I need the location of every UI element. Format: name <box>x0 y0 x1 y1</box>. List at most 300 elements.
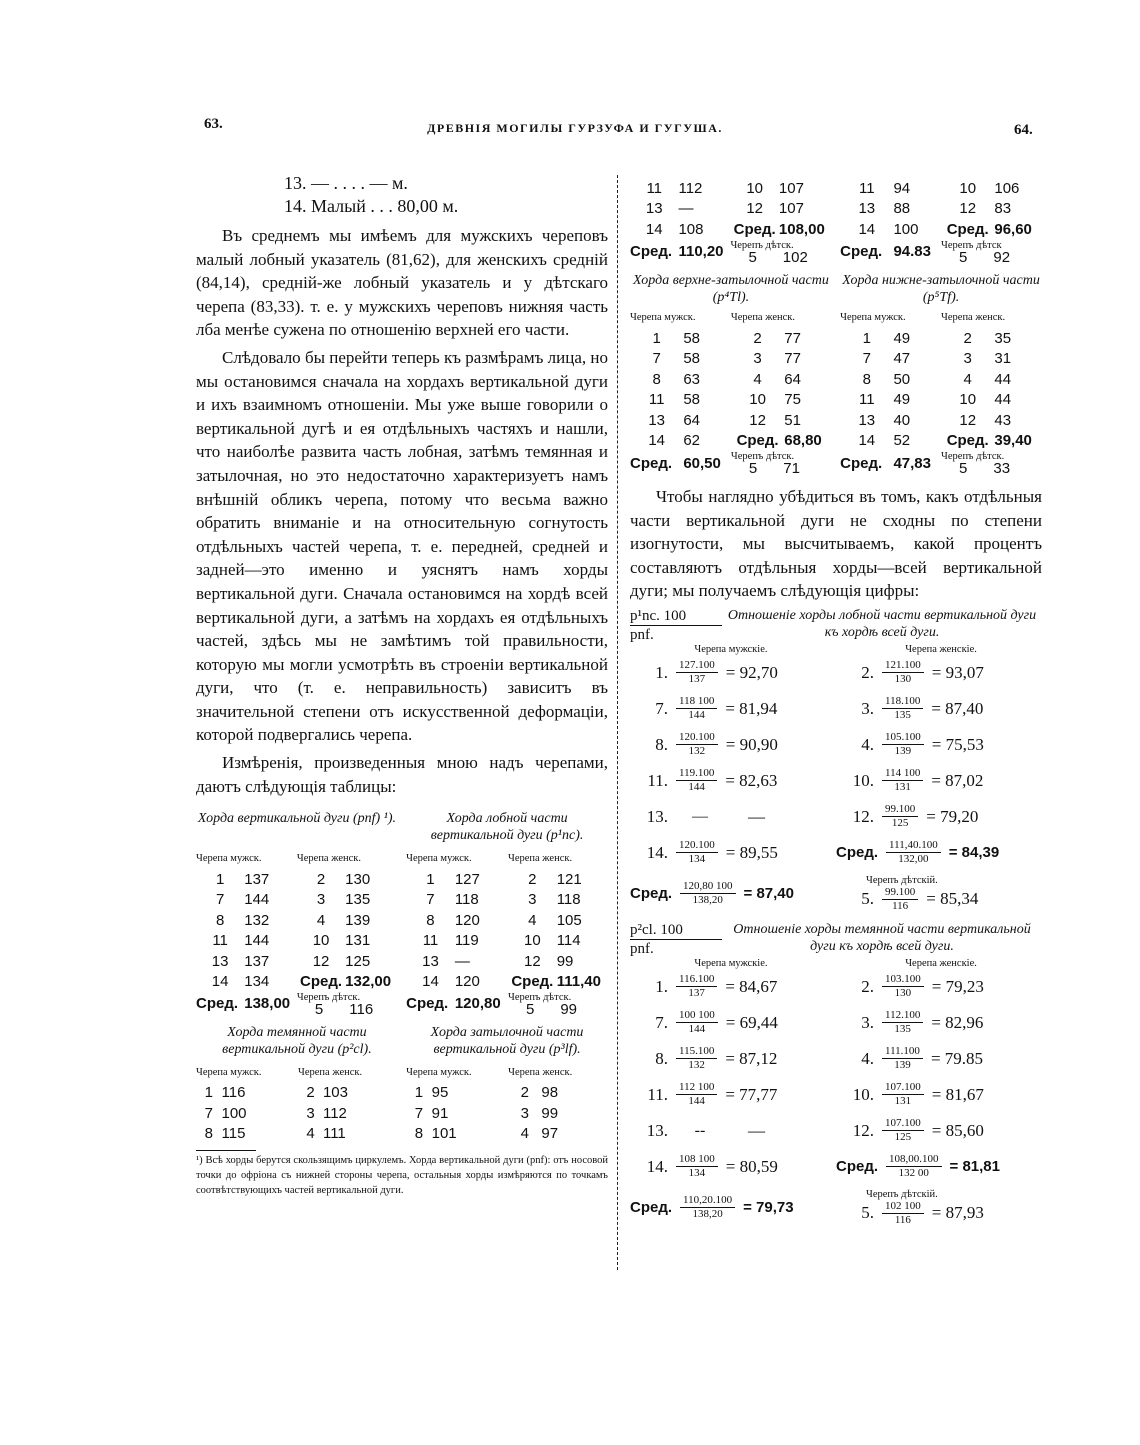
ratio-result: = 75,53 <box>931 734 984 754</box>
table-cell: 120 <box>454 973 480 990</box>
table-cell: 35 <box>994 329 1012 347</box>
table-cell: 12 <box>749 411 766 429</box>
ratio-index: 14. <box>646 1156 668 1176</box>
table-cell: 40 <box>893 411 911 429</box>
table-row <box>630 369 832 390</box>
left-column <box>196 172 608 1198</box>
table-cell: 8 <box>652 370 661 388</box>
table-cell: 114 <box>556 932 581 949</box>
ratio-result: — <box>748 1120 765 1140</box>
column-header: Черепа женскіе. <box>905 957 977 969</box>
table-cell: 8 <box>215 911 225 929</box>
table-row <box>840 328 1042 349</box>
ratio-2-body <box>630 969 1042 1231</box>
ratio-result: = 82,96 <box>931 1012 984 1032</box>
table-cell: 130 <box>345 870 371 888</box>
average-label: Сред. <box>630 243 673 260</box>
table-cell: 101 <box>431 1125 457 1142</box>
fraction-denominator: 137 <box>688 987 705 1000</box>
fraction-numerator: 110,20.100 <box>680 1194 735 1208</box>
table-cell: 112 <box>322 1104 347 1122</box>
ratio-result: = 92,70 <box>725 662 778 682</box>
ratio-index: 8. <box>655 1048 668 1068</box>
fraction-numerator: 112 100 <box>676 1081 717 1095</box>
column-header: Черепа мужск. <box>196 853 262 864</box>
child-skull-label: Черепъ дѣтск. <box>508 991 572 1003</box>
fraction-denominator: 144 <box>688 1023 706 1036</box>
fraction-denominator: 138,20 <box>692 894 723 907</box>
child-skull-values <box>941 460 1042 477</box>
ratio-cell <box>630 767 836 794</box>
ratio-result: = 81,94 <box>725 698 778 718</box>
table-cell: 99 <box>556 952 574 970</box>
table-cell: 3 <box>316 891 326 908</box>
fraction-denominator: 135 <box>894 1023 911 1036</box>
data-table <box>630 178 832 264</box>
table-cell: 10 <box>959 391 977 409</box>
table-row <box>196 930 398 951</box>
table-cell: 119 <box>454 932 479 949</box>
column-header: Черепа мужск. <box>196 1066 262 1078</box>
table-cell: 64 <box>784 370 801 388</box>
table-cell: 49 <box>893 391 911 409</box>
page-number-right: 64. <box>1014 122 1033 138</box>
column-header: Черепа женск. <box>298 1066 363 1078</box>
table-cell: 103 <box>322 1084 348 1101</box>
table-row <box>196 889 398 910</box>
ratio-cell <box>836 1081 1042 1108</box>
table-cell: 52 <box>893 432 911 450</box>
ratio-caption: Отношеніе хорды лобной части вертикальной дуги къ хордѣ всей дуги. <box>727 607 1037 640</box>
fraction-numerator: 102 100 <box>882 1200 924 1214</box>
column-header: Черепа женск. <box>941 312 1006 324</box>
column-header: Черепа мужск. <box>630 312 696 324</box>
table-cell: 14 <box>422 973 439 990</box>
ratio-cell <box>630 1045 836 1072</box>
column-header: Черепа женск. <box>508 853 573 864</box>
paragraph-ratio-intro: Чтобы наглядно убѣдиться въ томъ, какъ отдѣльныя части вертикальной дуги не сходны по степени изогнутости, мы высчитываемъ, какой процентъ составляютъ отдѣльныя хорды—всей вертикальной дуги; мы получаемъ слѣдующія цифры: <box>630 487 1042 601</box>
table-cell: 83 <box>994 200 1012 218</box>
fraction-denominator: 144 <box>688 781 705 794</box>
table-row <box>840 390 1042 411</box>
list-item-13: 13. — . . . . — м. <box>284 173 408 193</box>
table-cell: 4 <box>753 370 762 388</box>
table-cell: 127 <box>454 870 480 888</box>
table-row <box>630 178 832 199</box>
ratio-label-bottom: pnf. <box>630 940 654 957</box>
average-value: 120,80 <box>454 995 501 1013</box>
ratio-row <box>630 799 1042 835</box>
child-skull-label: Черепъ дѣтск. <box>296 991 361 1003</box>
table-cell: 8 <box>414 1125 424 1142</box>
column-header: Черепа мужскіе. <box>694 957 768 969</box>
data-table <box>196 848 398 1016</box>
child-skull-label: Черепъ дѣтскій. <box>866 874 938 886</box>
table-cell: 120 <box>454 911 480 929</box>
fraction-denominator: 138,20 <box>692 1208 723 1221</box>
ratio-cell-child <box>836 875 1042 913</box>
ratio-result: = 87,40 <box>931 698 984 718</box>
table-cell: 12 <box>959 200 977 218</box>
table-upper-occipital <box>630 272 832 476</box>
table-cell: 2 <box>963 329 972 347</box>
ratio-fraction-empty: — <box>692 807 708 825</box>
table-cell: 12 <box>524 952 541 970</box>
ratio-result: = 87,93 <box>931 1203 984 1223</box>
ratio-index: 14. <box>646 842 668 862</box>
ratio-row <box>630 691 1042 727</box>
ratio-cell <box>836 839 1042 866</box>
ratio-cell <box>630 659 836 686</box>
ratio-row <box>630 1149 1042 1185</box>
table-row <box>196 869 398 890</box>
child-skull-number: 5 <box>748 248 757 266</box>
ratio-index: 12. <box>852 1120 874 1140</box>
table-cell: 58 <box>683 329 700 347</box>
right-column <box>630 178 1042 1231</box>
table-cell: 8 <box>204 1125 213 1142</box>
column-header: Черепа мужск. <box>406 1066 472 1078</box>
table-cell: 112 <box>678 179 703 197</box>
table-cell: 139 <box>345 911 371 929</box>
column-header: Черепа мужск. <box>840 312 906 324</box>
table-cell: 47 <box>893 350 911 368</box>
table-cell: 62 <box>683 432 700 450</box>
ratio-cell <box>836 803 1042 830</box>
table-cell: 132 <box>244 911 270 929</box>
table-cell: 135 <box>345 891 371 908</box>
fraction-denominator: 131 <box>894 781 911 794</box>
table-cell: 13 <box>645 200 663 218</box>
fraction-denominator: 144 <box>688 1095 705 1108</box>
table-cell: 51 <box>784 411 801 429</box>
ratio-index: 1. <box>655 976 668 996</box>
table-cell: 111 <box>322 1125 346 1142</box>
table-row <box>630 431 832 452</box>
table-cell: Сред. <box>511 973 554 990</box>
table-row <box>406 889 608 910</box>
child-skull-values <box>297 1000 398 1018</box>
table-row <box>406 910 608 931</box>
table-cell: 3 <box>963 350 972 368</box>
ratio-result: = 89,55 <box>725 842 778 862</box>
table-row-average <box>630 451 832 475</box>
table-cell: 107 <box>778 179 804 197</box>
ratio-row <box>630 655 1042 691</box>
ratio-fraction <box>676 1153 718 1180</box>
ratio-cell <box>836 973 1042 1000</box>
data-table <box>406 848 608 1016</box>
running-title: ДРЕВНІЯ МОГИЛЫ ГУРЗУФА И ГУГУША. <box>427 121 723 135</box>
table-cell: 2 <box>753 329 762 347</box>
page-number-left: 63. <box>204 116 223 132</box>
table-row <box>406 869 608 890</box>
table-cell: 7 <box>204 1104 213 1122</box>
tables-block-1 <box>196 810 608 1016</box>
table-cell: 121 <box>556 870 582 888</box>
ratio-fraction <box>882 1117 924 1144</box>
ratio-result: = 82,63 <box>725 770 778 790</box>
child-skull-label: Черепъ дѣтскій. <box>866 1188 938 1200</box>
table-cell: 118 <box>556 891 581 908</box>
table-cell: 3 <box>520 1104 529 1122</box>
table-cell: 12 <box>312 952 330 970</box>
ratio-fraction <box>886 839 941 866</box>
ratio-index: Сред. <box>630 885 673 903</box>
fraction-numerator: 127.100 <box>676 659 718 673</box>
table-cell: 14 <box>648 432 665 450</box>
average-value: 110,20 <box>678 243 724 260</box>
ratio-result: = 69,44 <box>725 1012 778 1032</box>
ratio-row <box>630 1005 1042 1041</box>
table-cell: 77 <box>784 350 801 368</box>
ratio-fraction <box>676 1009 718 1036</box>
ratio-cell <box>836 767 1042 794</box>
table-cell: 100 <box>893 220 919 238</box>
table-cell: 11 <box>422 932 439 949</box>
child-skull-number: 5 <box>959 248 968 266</box>
table-row <box>840 431 1042 452</box>
table-cell: 137 <box>244 952 270 970</box>
ratio-result: = 79,20 <box>926 806 979 826</box>
table-cell: 4 <box>520 1125 529 1142</box>
ratio-result: = 79,23 <box>931 976 984 996</box>
fraction-denominator: 134 <box>688 1167 706 1180</box>
ratio-fraction <box>676 695 717 722</box>
fraction-numerator: 112.100 <box>882 1009 923 1023</box>
ratio-cell <box>630 695 836 722</box>
fraction-numerator: 108,00.100 <box>886 1153 942 1167</box>
ratio-fraction <box>676 659 718 686</box>
ratio-fraction <box>882 659 924 686</box>
ratio-label-bottom: pnf. <box>630 626 654 643</box>
ratio-result: = 90,90 <box>725 734 778 754</box>
column-header: Черепа мужскіе. <box>694 643 768 655</box>
ratio-cell <box>630 731 836 758</box>
average-value: 94.83 <box>893 243 931 260</box>
table-cell: 100 <box>221 1104 247 1122</box>
ratio-fraction <box>886 1153 942 1180</box>
ratio-index: Сред. <box>836 1158 879 1176</box>
fraction-numerator: 99.100 <box>882 886 918 900</box>
average-value: 47,83 <box>893 454 931 472</box>
fraction-denominator: 132 <box>688 1059 705 1072</box>
column-header: Черепа женск. <box>508 1066 573 1078</box>
table-cell: 11 <box>648 391 665 409</box>
table-row <box>406 951 608 972</box>
table-cell: 7 <box>862 350 871 368</box>
table-cell: 13 <box>858 411 876 429</box>
table-row <box>630 349 832 370</box>
table-parietal-chord <box>196 1024 398 1144</box>
table-cell: 8 <box>426 911 435 929</box>
ratio-index: 7. <box>655 698 668 718</box>
table-cell: 77 <box>784 329 801 347</box>
ratio-result: = 87,02 <box>931 770 984 790</box>
table-cell: 7 <box>215 891 225 908</box>
ratio-fraction <box>680 880 736 907</box>
table-row <box>840 369 1042 390</box>
fraction-numerator: 120.100 <box>676 839 718 853</box>
table-cell: 13 <box>648 411 665 429</box>
ratio-cell <box>836 731 1042 758</box>
ratio-result: = 93,07 <box>931 662 984 682</box>
table-cell: 91 <box>431 1104 449 1122</box>
table-cell: 4 <box>316 911 326 929</box>
fraction-denominator: 139 <box>894 745 912 758</box>
table-row <box>840 199 1042 220</box>
ratio-fraction <box>882 1200 924 1227</box>
fraction-numerator: 121.100 <box>882 659 924 673</box>
table-cell: 14 <box>858 432 876 450</box>
ratio-row <box>630 1041 1042 1077</box>
ratio-1-subheaders <box>630 644 1042 655</box>
ratio-result: = 79,73 <box>743 1199 794 1217</box>
ratio-fraction <box>676 1081 717 1108</box>
child-skull-value: 33 <box>993 460 1011 477</box>
table-cell: 2 <box>306 1084 315 1101</box>
child-skull-label: Черепъ дѣтск. <box>941 451 1005 462</box>
fraction-numerator: 107.100 <box>882 1117 924 1131</box>
ratio-cell <box>630 839 836 866</box>
fraction-numerator: 100 100 <box>676 1009 718 1023</box>
table-row <box>840 349 1042 370</box>
table-cell: 137 <box>244 870 270 888</box>
table-cell: 1 <box>652 329 661 347</box>
table-cell: Сред. <box>733 220 776 238</box>
table-cell: 14 <box>858 220 876 238</box>
table-cell: 115 <box>221 1125 246 1142</box>
table-row <box>196 971 398 992</box>
table-cell: 12 <box>746 200 764 218</box>
ratio-index: 1. <box>655 662 668 682</box>
table-lower-occipital <box>840 272 1042 476</box>
ratio-index: 10. <box>852 770 874 790</box>
ratio-cell <box>630 880 836 907</box>
table-cell: 1 <box>414 1084 424 1101</box>
table-cell: 108,00 <box>778 220 825 238</box>
ratio-fraction <box>676 1045 717 1072</box>
table-cell: 11 <box>858 391 875 409</box>
ratio-fraction <box>680 1194 735 1221</box>
ratio-index: 8. <box>655 734 668 754</box>
fraction-numerator: 111,40.100 <box>886 839 941 853</box>
ratio-1-body <box>630 655 1042 917</box>
table-cell: 10 <box>524 932 541 949</box>
table-row <box>196 1103 398 1124</box>
ratio-result: = 84,67 <box>725 976 778 996</box>
fraction-denominator: 134 <box>688 853 706 866</box>
table-cell: 31 <box>994 350 1012 368</box>
table-cell: 43 <box>994 411 1012 429</box>
ratio-result: = 84,39 <box>948 844 1000 862</box>
ratio-row <box>630 1077 1042 1113</box>
table-cell: 1 <box>862 329 871 347</box>
table-cell: 4 <box>963 370 972 388</box>
table-cell: 144 <box>244 932 270 949</box>
ratio-result: = 81,81 <box>949 1158 1000 1176</box>
paragraph-1: Въ среднемъ мы имѣемъ для мужскихъ череповъ малый лобный указатель (81,62), для женскихъ средній (84,14), средній-же лобный указатель и у дѣтскаго черепа (83,33). т. е. у мужскихъ череповъ нижняя часть лба менѣе сужена по отношенію верхней его части. <box>196 226 608 340</box>
fraction-numerator: 120,80 100 <box>680 880 736 894</box>
child-skull-cell <box>508 992 608 1016</box>
ratio-fraction <box>676 839 718 866</box>
column-header: Черепа женск. <box>730 312 796 324</box>
footnote: ¹) Всѣ хорды берутся скользящимъ циркулемъ. Хорда вертикальной дуги (pnf): отъ носовой точки до офріона съ нижней стороны черепа, остальныя хорды измѣряются по точкамъ соотвѣтствующихъ частей вертикальной дуги. <box>196 1154 608 1196</box>
ratio-cell <box>836 886 1042 913</box>
fraction-denominator: 144 <box>688 709 705 722</box>
fraction-numerator: 115.100 <box>676 1045 717 1059</box>
ratio-result: = 85,60 <box>931 1120 984 1140</box>
table-cell: 12 <box>959 411 977 429</box>
ratio-index: 5. <box>861 889 874 909</box>
child-skull-number: 5 <box>959 460 968 477</box>
child-skull-label: Черепъ дѣтск. <box>730 239 794 251</box>
ratio-fraction <box>882 886 918 913</box>
table-row <box>630 199 832 220</box>
ratio-fraction <box>882 1081 924 1108</box>
fraction-denominator: 130 <box>894 673 912 686</box>
child-skull-values <box>508 1000 608 1018</box>
ratio-row <box>630 871 1042 917</box>
child-skull-value: 116 <box>349 1000 374 1018</box>
ratio-row <box>630 1113 1042 1149</box>
average-value: 138,00 <box>244 995 291 1013</box>
child-skull-cell <box>941 240 1042 264</box>
ratio-fraction <box>882 731 924 758</box>
table-cell: 4 <box>306 1125 315 1142</box>
child-skull-label: Черепъ дѣтск. <box>730 451 795 462</box>
ratio-result: = 79.85 <box>930 1048 984 1068</box>
table-cell: 11 <box>858 179 875 197</box>
table-cell: 58 <box>683 391 700 409</box>
data-table <box>840 178 1042 264</box>
ratio-row <box>630 727 1042 763</box>
ratio-cell <box>630 1153 836 1180</box>
table-cell: 58 <box>683 350 700 368</box>
fraction-numerator: 107.100 <box>882 1081 924 1095</box>
table-cell: 10 <box>959 179 977 197</box>
average-label: Сред. <box>840 243 883 260</box>
table-caption: Хорда затылочной части вертикальной дуги (p³lf). <box>430 1024 584 1057</box>
child-skull-values <box>730 248 831 266</box>
child-skull-cell <box>731 451 832 475</box>
ratio-2-header <box>630 921 1042 958</box>
ratio-fraction <box>882 695 923 722</box>
child-skull-cell <box>730 240 831 264</box>
ratio-cell <box>836 1009 1042 1036</box>
table-cell: 44 <box>994 391 1012 409</box>
average-value: 60,50 <box>683 454 721 472</box>
table-caption: Хорда темянной части вертикальной дуги (p²cl). <box>222 1024 372 1057</box>
fraction-numerator: 99.100 <box>882 803 918 817</box>
data-table <box>196 1062 398 1144</box>
table-row <box>840 410 1042 431</box>
table-vertical-arc <box>196 810 398 1016</box>
table-cell: Сред. <box>736 432 779 450</box>
table-row <box>196 910 398 931</box>
ratio-caption: Отношеніе хорды темянной части вертикальной дуги къ хордѣ всей дуги. <box>733 921 1031 954</box>
table-cell: 75 <box>784 391 801 409</box>
ratio-result: = 85,34 <box>926 889 979 909</box>
table-cell: Сред. <box>946 220 989 238</box>
child-skull-value: 99 <box>560 1000 578 1018</box>
ratio-index: 5. <box>861 1203 874 1223</box>
table-cell: 1 <box>204 1084 213 1101</box>
table-cell: 99 <box>541 1104 559 1122</box>
fraction-denominator: 135 <box>894 709 911 722</box>
table-row-average <box>406 992 608 1016</box>
ratio-cell <box>630 973 836 1000</box>
